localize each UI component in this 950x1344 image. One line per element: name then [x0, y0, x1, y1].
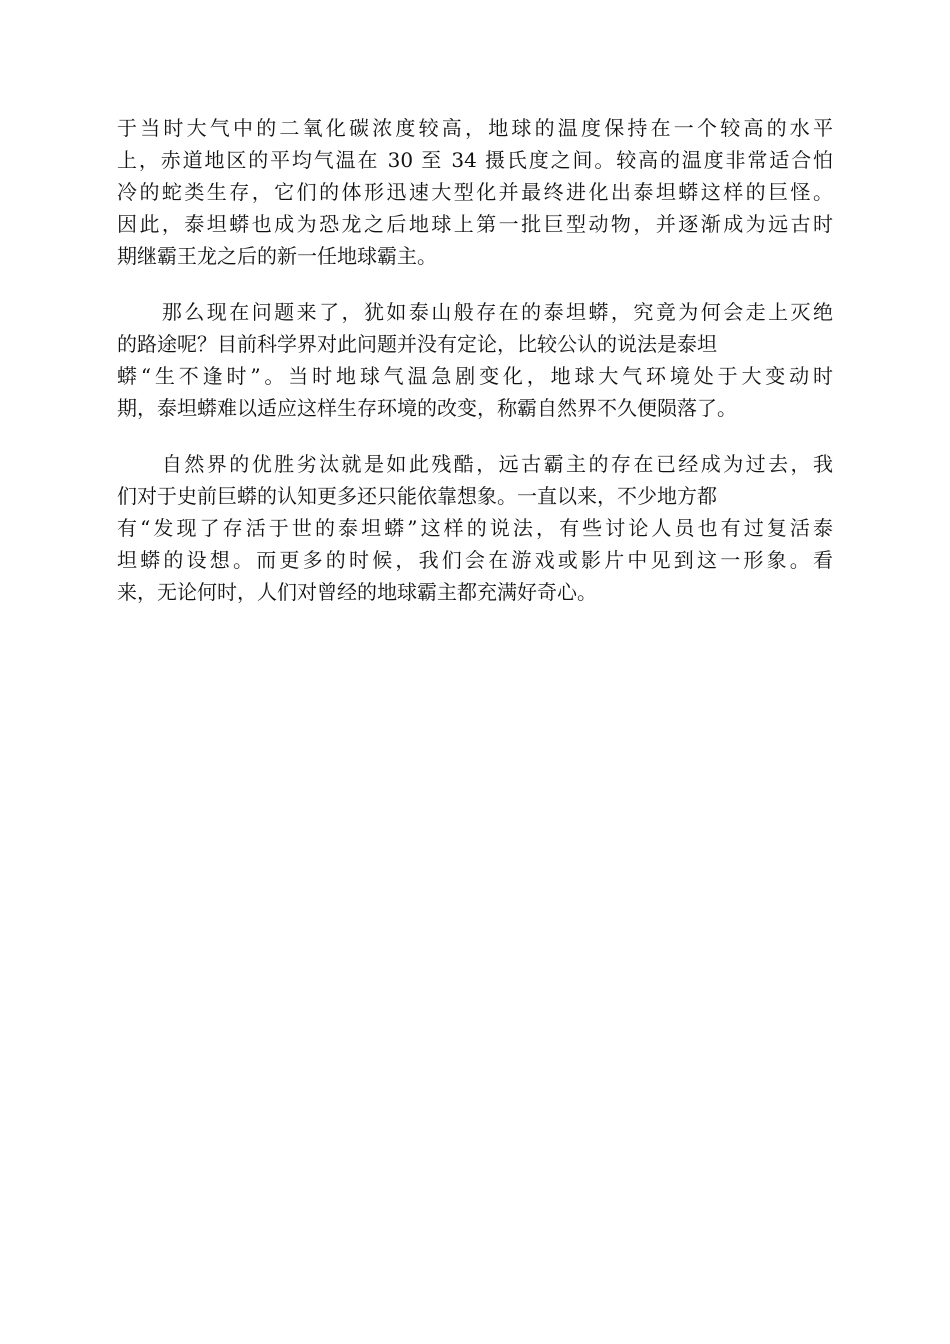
paragraph-1: [117, 112, 833, 272]
text-line: 自然界的优胜劣汰就是如此残酷，远古霸主的存在已经成为过去，我: [117, 452, 833, 476]
text-line: 于当时大气中的二氧化碳浓度较高，地球的温度保持在一个较高的水平: [117, 116, 833, 140]
paragraph-3: [117, 448, 833, 608]
text-line: 期继霸王龙之后的新一任地球霸主。: [117, 244, 437, 268]
text-line: 的路途呢？目前科学界对此问题并没有定论，比较公认的说法是泰坦: [117, 332, 717, 356]
paragraph-2: [117, 296, 833, 424]
text-line: 有“发现了存活于世的泰坦蟒”这样的说法，有些讨论人员也有过复活泰: [117, 516, 833, 540]
text-line: 来，无论何时，人们对曾经的地球霸主都充满好奇心。: [117, 580, 597, 604]
text-line: 因此，泰坦蟒也成为恐龙之后地球上第一批巨型动物，并逐渐成为远古时: [117, 212, 833, 236]
document-body: [117, 112, 833, 608]
text-line: 期，泰坦蟒难以适应这样生存环境的改变，称霸自然界不久便陨落了。: [117, 396, 737, 420]
text-line: 们对于史前巨蟒的认知更多还只能依靠想象。一直以来，不少地方都: [117, 484, 717, 508]
text-line: 冷的蛇类生存，它们的体形迅速大型化并最终进化出泰坦蟒这样的巨怪。: [117, 180, 833, 204]
text-line: 上，赤道地区的平均气温在 30 至 34 摄氏度之间。较高的温度非常适合怕: [117, 148, 833, 172]
text-line: 坦蟒的设想。而更多的时候，我们会在游戏或影片中见到这一形象。看: [117, 548, 833, 572]
text-line: 那么现在问题来了，犹如泰山般存在的泰坦蟒，究竟为何会走上灭绝: [117, 300, 833, 324]
text-line: 蟒“生不逢时”。当时地球气温急剧变化，地球大气环境处于大变动时: [117, 364, 833, 388]
